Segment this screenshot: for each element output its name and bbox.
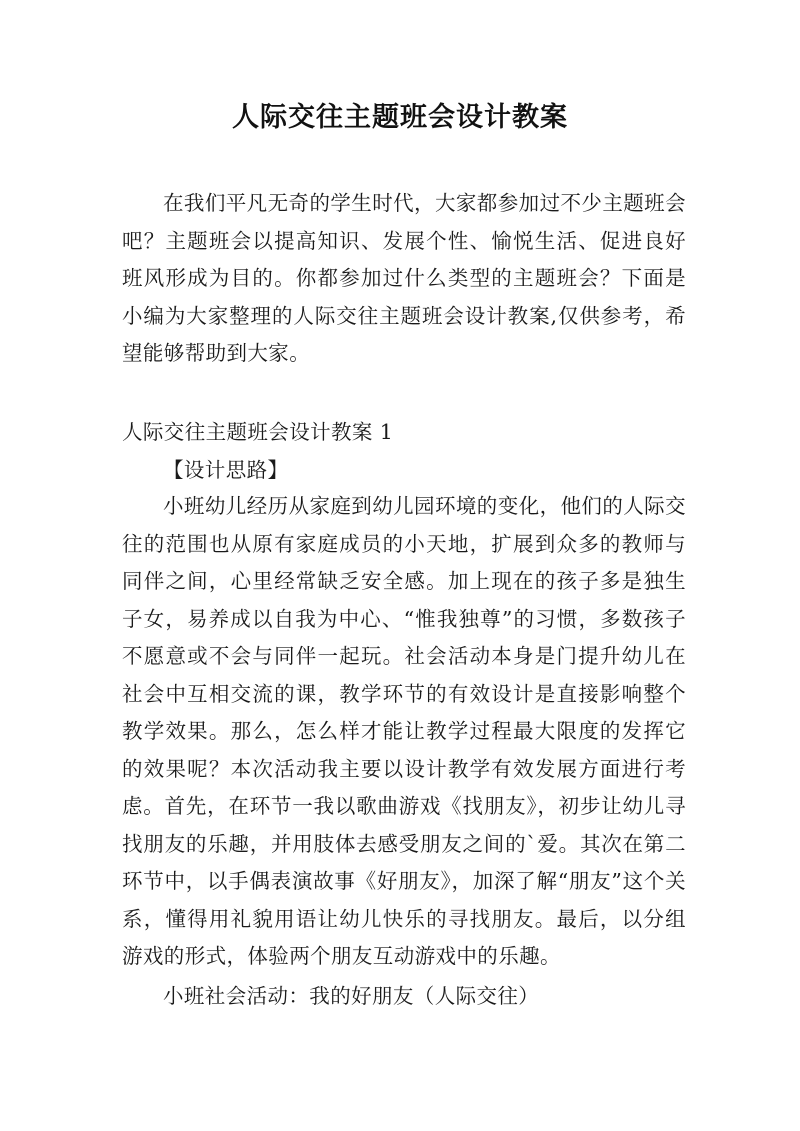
body-paragraph: 小班幼儿经历从家庭到幼儿园环境的变化，他们的人际交往的范围也从原有家庭成员的小天地，扩展到众多的教师与同伴之间，心里经常缺乏安全感。加上现在的孩子多是独生子女，易养成以自我为中心、“惟我独尊”的习惯，多数孩子不愿意或不会与同伴一起玩。社会活动本身是门提升幼儿在社会中互相交流的课，教学环节的有效设计是直接影响整个教学效果。那么，怎么样才能让教学过程最大限度的发挥它的效果呢？本次活动我主要以设计教学有效发展方面进行考虑。首先，在环节一我以歌曲游戏《找朋友》，初步让幼儿寻找朋友的乐趣，并用肢体去感受朋友之间的`爱。其次在第二环节中，以手偶表演故事《好朋友》，加深了解“朋友”这个关系，懂得用礼貌用语让幼儿快乐的寻找朋友。最后，以分组游戏的形式，体验两个朋友互动游戏中的乐趣。 bbox=[122, 494, 686, 968]
page-title: 人际交往主题班会设计教案 bbox=[232, 102, 568, 133]
section-title: 人际交往主题班会设计教案 1 bbox=[122, 420, 394, 444]
intro-paragraph: 在我们平凡无奇的学生时代，大家都参加过不少主题班会吧？主题班会以提高知识、发展个性、愉悦生活、促进良好班风形成为目的。你都参加过什么类型的主题班会？下面是小编为大家整理的人际交往主题班会设计教案,仅供参考，希望能够帮助到大家。 bbox=[122, 191, 686, 365]
section-heading: 【设计思路】 bbox=[163, 458, 289, 482]
activity-title: 小班社会活动：我的好朋友（人际交往） bbox=[163, 984, 540, 1008]
